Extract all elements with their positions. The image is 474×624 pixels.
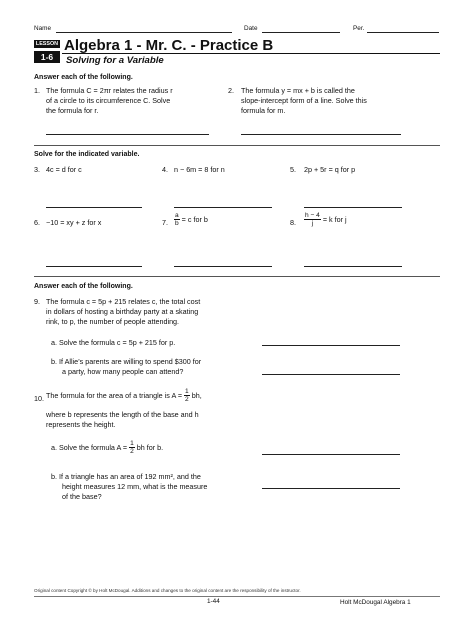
q9b-line-1: b. If Allie’s parents are willing to spend $300 for [51,357,202,366]
q8-text: = k for j [322,215,347,224]
q9b-text [51,357,201,377]
q7-expression [174,212,208,227]
q8-number: 8. [290,218,296,227]
q3-text: 4c = d for c [46,165,82,174]
q6-number: 6. [34,218,40,227]
date-field[interactable] [262,32,340,33]
q2-text [241,86,367,116]
q8-numerator: h − 4 [305,212,320,219]
period-label: Per. [353,25,365,32]
q10a-start: a. Solve the formula A = [51,443,128,452]
q8-expression [304,212,347,227]
page-subtitle: Solving for a Variable [66,55,164,66]
q10-number: 10. [34,394,44,403]
q10b-line-1: b. If a triangle has an area of 192 mm², and the [51,472,201,481]
q2-answer-line[interactable] [241,134,401,135]
q4-answer-line[interactable] [174,207,272,208]
q6-text: −10 = xy + z for x [46,218,102,227]
q8-denominator: j [311,220,314,227]
q10b-answer-line[interactable] [262,488,400,489]
name-field[interactable] [56,32,232,33]
footer-divider [34,596,440,597]
q10a-answer-line[interactable] [262,454,400,455]
copyright-text: Original content Copyright © by Holt McDougal. Additions and changes to the original content are the responsibility of the instructor. [34,588,301,593]
section1-heading: Answer each of the following. [34,74,133,81]
q8-answer-line[interactable] [304,266,402,267]
q5-answer-line[interactable] [304,207,402,208]
q7-numerator: a [175,212,179,219]
q7-denominator: b [175,220,179,227]
section-divider [34,276,440,277]
q7-number: 7. [162,218,168,227]
q6-answer-line[interactable] [46,266,142,267]
q1-line-1: The formula C = 2πr relates the radius r [46,86,173,95]
q10a-numerator: 1 [130,440,134,447]
q7-answer-line[interactable] [174,266,272,267]
q10-line-2: represents the height. [46,420,116,429]
q10a-end: bh for b. [136,443,164,452]
q10a-fraction [129,440,135,455]
q1-number: 1. [34,86,40,95]
q10-line-1: where b represents the length of the base and h [46,410,199,419]
period-field[interactable] [367,32,439,33]
q2-line-3: formula for m. [241,106,286,115]
q9-number: 9. [34,297,40,306]
q10-fraction [184,388,190,403]
q10-numerator: 1 [185,388,189,395]
q9-text [46,297,200,327]
q5-number: 5. [290,165,296,174]
section3-heading: Answer each of the following. [34,283,133,290]
page-number: 1-44 [207,598,220,605]
q1-text [46,86,173,116]
section2-heading: Solve for the indicated variable. [34,151,140,158]
q9-line-1: The formula c = 5p + 215 relates c, the total cost [46,297,201,306]
lesson-badge: LESSON [35,41,59,47]
q2-number: 2. [228,86,234,95]
q10a-text [51,440,163,455]
q3-answer-line[interactable] [46,207,142,208]
q4-text: n − 6m = 8 for n [174,165,225,174]
q9-line-2: in dollars of hosting a birthday party at a skating [46,307,199,316]
q10b-line-3: of the base? [62,492,102,501]
q9a-text: a. Solve the formula c = 5p + 215 for p. [51,338,176,347]
q10-denominator: 2 [185,396,189,403]
q9b-line-2: a party, how many people can attend? [62,367,184,376]
lesson-number: 1-6 [34,51,60,63]
name-label: Name [34,25,52,32]
date-label: Date [244,25,258,32]
q10a-denominator: 2 [130,448,134,455]
page-title: Algebra 1 - Mr. C. - Practice B [64,37,274,54]
q10b-line-2: height measures 12 mm, what is the measure [62,482,208,491]
q9b-answer-line[interactable] [262,374,400,375]
q2-line-1: The formula y = mx + b is called the [241,86,355,95]
section-divider [34,145,440,146]
q10-intro-text: The formula for the area of a triangle is A = [46,391,183,400]
q1-line-2: of a circle to its circumference C. Solve [46,96,171,105]
q9a-answer-line[interactable] [262,345,400,346]
q5-text: 2p + 5r = q for p [304,165,356,174]
title-divider [62,53,440,54]
q10-text [46,410,199,430]
book-title: Holt McDougal Algebra 1 [340,599,411,606]
q9-line-3: rink, to p, the number of people attending. [46,317,180,326]
q8-fraction [304,212,321,227]
q10-intro [46,388,202,403]
q7-fraction [174,212,180,227]
q1-answer-line[interactable] [46,134,209,135]
q4-number: 4. [162,165,168,174]
q10b-text [51,472,207,502]
q1-line-3: the formula for r. [46,106,99,115]
q10-intro-end: bh, [191,391,202,400]
q3-number: 3. [34,165,40,174]
q2-line-2: slope-intercept form of a line. Solve this [241,96,367,105]
q7-text: = c for b [181,215,208,224]
